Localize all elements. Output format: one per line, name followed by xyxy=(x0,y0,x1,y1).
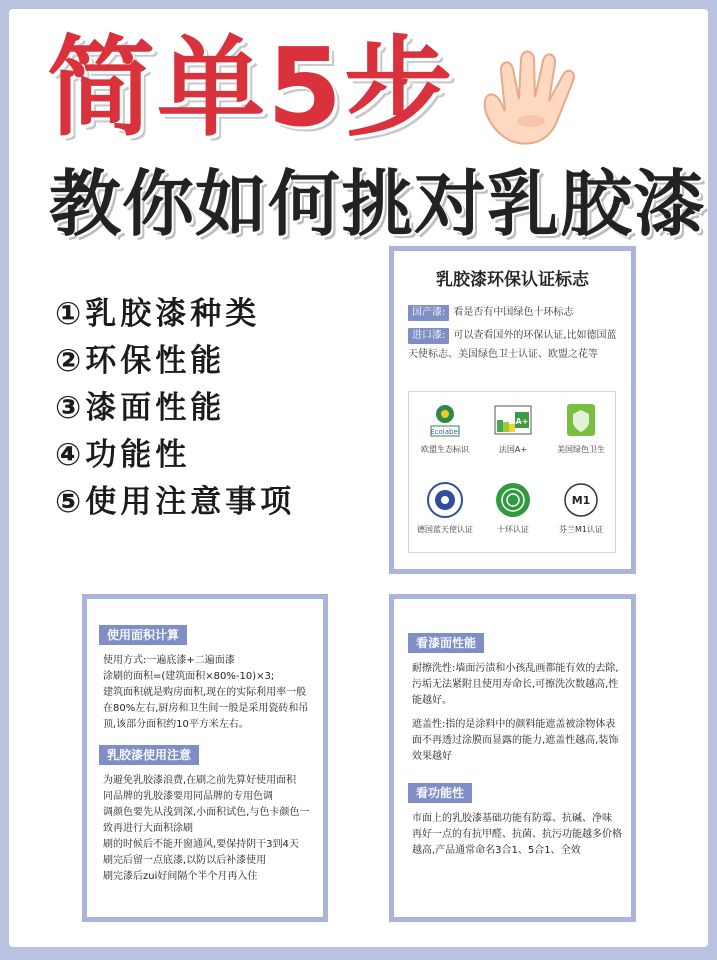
step-item-2: ②环保性能 xyxy=(55,343,226,379)
area-heading: 使用面积计算 xyxy=(99,625,187,645)
area-text: 使用方式:一遍底漆+二遍面漆 涂刷的面积=(建筑面积×80%-10)×3; 建筑面积就是购房面积,现在的实际利用率一般在80%左右,厨房和卫生间一般是采用瓷砖和吊顶,该部分面积约10平方米左右。 xyxy=(103,655,309,730)
import-text: 可以查看国外的环保认证,比如德国蓝天使标志、美国绿色卫士认证、欧盟之花等 xyxy=(408,330,617,360)
domestic-line xyxy=(408,303,620,322)
logo-label-6: 芬兰M1认证 xyxy=(559,525,603,534)
cert-title: 乳胶漆环保认证标志 xyxy=(436,270,589,290)
finland-m1-logo xyxy=(547,474,615,550)
blue-angel-icon xyxy=(425,480,465,520)
logo-label-2: 法国A+ xyxy=(498,445,528,454)
aplus-icon xyxy=(493,400,533,440)
steps-list xyxy=(55,291,385,526)
step-item-3: ③漆面性能 xyxy=(55,390,226,426)
m1-text: M1 xyxy=(571,494,591,507)
cert-card xyxy=(389,246,636,574)
domestic-tag: 国产漆: xyxy=(408,305,449,321)
surface-heading: 看漆面性能 xyxy=(408,633,484,653)
ten-ring-logo xyxy=(479,474,547,550)
notice-text: 为避免乳胶漆浪费,在刷之前先算好使用面积 同品牌的乳胶漆要用同品牌的专用色调 调颜色要先从浅到深,小面积试色,与色卡颜色一致再进行大面积涂刷 刷的时候后不能开窗通风,要保持阴干3到4天 刷完后留一点底漆,以防以后补漆使用 刷完漆后zui好间隔个半个月再入住 xyxy=(103,775,310,882)
import-line xyxy=(408,326,620,364)
cert-body xyxy=(408,303,620,364)
logo-label-3: 美国绿色卫生 xyxy=(557,445,605,454)
logo-label-4: 德国蓝天使认证 xyxy=(417,525,473,534)
title-line2: 教你如何挑对乳胶漆 xyxy=(49,162,707,246)
step-item-4: ④功能性 xyxy=(55,437,191,473)
area-card xyxy=(82,594,328,922)
title-line1: 简单5步 xyxy=(47,26,455,151)
ecolabel-logo xyxy=(411,394,479,470)
import-tag: 进口漆: xyxy=(408,328,449,344)
aplus-text: A+ xyxy=(515,417,529,426)
domestic-text: 看是否有中国绿色十环标志 xyxy=(453,307,574,318)
m1-icon xyxy=(561,480,601,520)
greenguard-icon xyxy=(561,400,601,440)
raised-hand-icon xyxy=(471,41,601,156)
step-item-1: ①乳胶漆种类 xyxy=(55,296,261,332)
notice-heading: 乳胶漆使用注意 xyxy=(99,745,199,765)
french-aplus-logo xyxy=(479,394,547,470)
scrub-text: 耐擦洗性:墙面污渍和小孩乱画都能有效的去除,污垢无法紧附且使用寿命长,可擦洗次数越高,性能越好。 xyxy=(412,663,619,706)
ecolabel-text: Ecolabel xyxy=(430,428,460,436)
function-heading: 看功能性 xyxy=(408,783,472,803)
cert-logos-grid xyxy=(408,391,616,553)
hiding-text: 遮盖性:指的是涂料中的颜料能遮盖被涂物体表面不再透过涂膜而显露的能力,遮盖性越高,装饰效果越好 xyxy=(412,719,619,762)
logo-label-5: 十环认证 xyxy=(497,525,529,534)
function-text: 市面上的乳胶漆基础功能有防霉、抗碱、净味 再好一点的有抗甲醛、抗菌、抗污功能越多价格越高,产品通常命名3合1、5合1、全效 xyxy=(412,813,622,856)
ten-ring-icon xyxy=(493,480,533,520)
blue-angel-logo xyxy=(411,474,479,550)
greenguard-logo xyxy=(547,394,615,470)
eu-flower-icon xyxy=(425,400,465,440)
step-item-5: ⑤使用注意事项 xyxy=(55,484,296,520)
paint-card xyxy=(389,594,636,922)
logo-label-1: 欧盟生态标识 xyxy=(421,445,469,454)
